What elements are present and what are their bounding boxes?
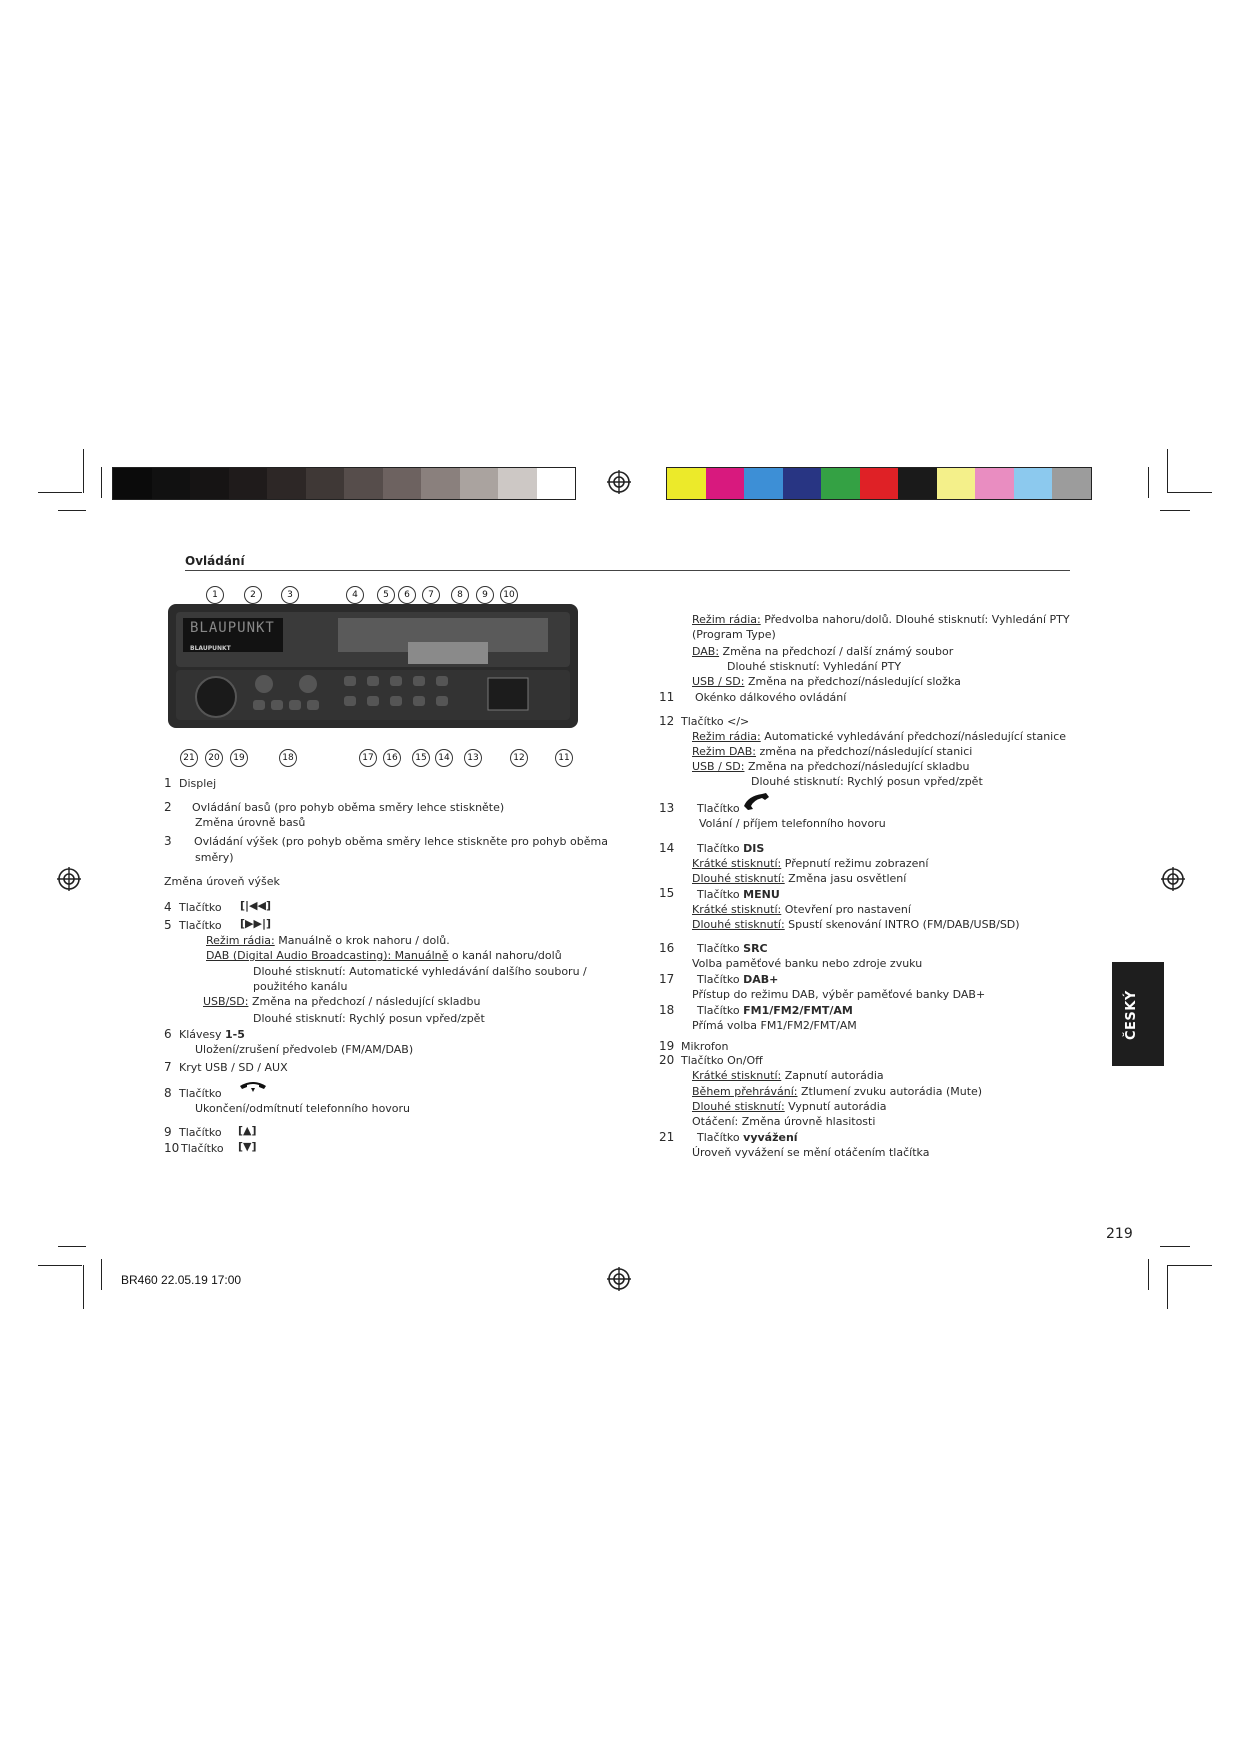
next-track-icon: [▶▶|] <box>240 917 271 930</box>
item-sub: Uložení/zrušení předvoleb (FM/AM/DAB) <box>195 1043 414 1056</box>
right-radio-line-cont: (Program Type) <box>692 628 776 641</box>
item-number: 18 <box>659 1003 675 1017</box>
item-label: Kryt USB / SD / AUX <box>179 1061 288 1074</box>
hang-up-phone-icon <box>238 1080 268 1094</box>
color-swatch <box>1014 468 1053 499</box>
crop-mark <box>101 467 102 498</box>
crop-mark <box>83 449 84 493</box>
color-swatch <box>1052 468 1091 499</box>
registration-mark-icon <box>57 867 81 891</box>
item-sub: Volba paměťové banku nebo zdroje zvuku <box>692 957 923 970</box>
item12-line1: Režim rádia: Automatické vyhledávání předchozí/následující stanice <box>692 730 1067 743</box>
item-label: Okénko dálkového ovládání <box>695 691 847 704</box>
item5-long-press-2: Dlouhé stisknutí: Rychlý posun vpřed/zpět <box>253 1012 485 1025</box>
item-label: Tlačítko DIS <box>697 842 765 855</box>
crop-mark <box>58 1246 86 1247</box>
device-display-text: BLAUPUNKT <box>190 620 275 636</box>
item-number: 14 <box>659 841 675 855</box>
callout-1: 1 <box>206 586 224 604</box>
item-label: Tlačítko <box>179 1126 222 1139</box>
color-swatch <box>860 468 899 499</box>
language-tab-label: ČESKÝ <box>1124 990 1139 1040</box>
down-arrow-icon: [▼] <box>238 1140 257 1153</box>
item20-line1: Krátké stisknutí: Zapnutí autorádia <box>692 1069 884 1082</box>
color-swatch <box>267 468 306 499</box>
item-number: 8 <box>164 1086 172 1100</box>
item20-line4: Otáčení: Změna úrovně hlasitosti <box>692 1115 876 1128</box>
color-swatch <box>190 468 229 499</box>
crop-mark <box>1160 1246 1190 1247</box>
callout-17: 17 <box>359 749 377 767</box>
item-number: 2 <box>164 800 172 814</box>
crop-mark <box>1148 1259 1149 1290</box>
color-swatch <box>537 468 576 499</box>
color-swatch <box>498 468 537 499</box>
item15-line2: Dlouhé stisknutí: Spustí skenování INTRO (FM/DAB/USB/SD) <box>692 918 1020 931</box>
item-number: 16 <box>659 941 675 955</box>
item-label: Tlačítko vyvážení <box>697 1131 798 1144</box>
callout-19: 19 <box>230 749 248 767</box>
callout-6: 6 <box>398 586 416 604</box>
item-number: 11 <box>659 690 675 704</box>
callout-7: 7 <box>422 586 440 604</box>
device-logo: BLAUPUNKT <box>190 645 231 652</box>
item-number: 3 <box>164 834 172 848</box>
crop-mark <box>1148 467 1149 498</box>
item-number: 10 <box>164 1141 180 1155</box>
item-number: 13 <box>659 801 675 815</box>
color-swatch <box>229 468 268 499</box>
item-number: 7 <box>164 1060 172 1074</box>
item5-usb-line: USB/SD: Změna na předchozí / následující skladbu <box>203 995 481 1008</box>
color-swatch <box>898 468 937 499</box>
right-usb-line: USB / SD: Změna na předchozí/následující složka <box>692 675 961 688</box>
item12-line4: Dlouhé stisknutí: Rychlý posun vpřed/zpět <box>751 775 983 788</box>
item-label: Tlačítko SRC <box>697 942 768 955</box>
item-label: Tlačítko DAB+ <box>697 973 779 986</box>
item-number: 12 <box>659 714 675 728</box>
crop-mark <box>1168 492 1212 493</box>
registration-mark-icon <box>607 470 631 494</box>
print-footer: BR460 22.05.19 17:00 <box>121 1273 242 1287</box>
item-number: 4 <box>164 900 172 914</box>
item-label: Klávesy 1-5 <box>179 1028 245 1041</box>
item-number: 1 <box>164 776 172 790</box>
item-label: Tlačítko <box>179 919 222 932</box>
registration-mark-icon <box>607 1267 631 1291</box>
callout-20: 20 <box>205 749 223 767</box>
item14-line2: Dlouhé stisknutí: Změna jasu osvětlení <box>692 872 907 885</box>
callout-12: 12 <box>510 749 528 767</box>
item-number: 5 <box>164 918 172 932</box>
crop-mark <box>1168 1265 1212 1266</box>
right-dab-long: Dlouhé stisknutí: Vyhledání PTY <box>727 660 902 673</box>
item-sub: Přímá volba FM1/FM2/FMT/AM <box>692 1019 857 1032</box>
process-color-bar <box>666 467 1092 500</box>
item20-line2: Během přehrávání: Ztlumení zvuku autorádia (Mute) <box>692 1085 983 1098</box>
color-swatch <box>667 468 706 499</box>
item-number: 17 <box>659 972 675 986</box>
right-dab-line: DAB: Změna na předchozí / další známý soubor <box>692 645 954 658</box>
crop-mark <box>1167 1265 1168 1309</box>
item-label: Ovládání výšek (pro pohyb oběma směry lehce stiskněte pro pohyb oběma <box>194 835 608 848</box>
item-sub: Úroveň vyvážení se mění otáčením tlačítka <box>692 1146 930 1159</box>
section-divider <box>185 570 1070 571</box>
callout-16: 16 <box>383 749 401 767</box>
item-number: 21 <box>659 1130 675 1144</box>
callout-18: 18 <box>279 749 297 767</box>
color-swatch <box>306 468 345 499</box>
item-sub: Změna úrovně basů <box>195 816 306 829</box>
callout-2: 2 <box>244 586 262 604</box>
item-number: 19 <box>659 1039 675 1053</box>
right-radio-line: Režim rádia: Předvolba nahoru/dolů. Dlouhé stisknutí: Vyhledání PTY <box>692 613 1070 626</box>
color-swatch <box>460 468 499 499</box>
color-swatch <box>113 468 152 499</box>
item-label: Tlačítko <box>181 1142 224 1155</box>
callout-9: 9 <box>476 586 494 604</box>
callout-11: 11 <box>555 749 573 767</box>
item-number: 15 <box>659 886 675 900</box>
item-sub: Přístup do režimu DAB, výběr paměťové banky DAB+ <box>692 988 986 1001</box>
item12-line3: USB / SD: Změna na předchozí/následující skladbu <box>692 760 970 773</box>
color-swatch <box>744 468 783 499</box>
item-number: 9 <box>164 1125 172 1139</box>
crop-mark <box>101 1259 102 1290</box>
callout-15: 15 <box>412 749 430 767</box>
grayscale-color-bar <box>112 467 576 500</box>
item-label: Tlačítko MENU <box>697 888 780 901</box>
callout-10: 10 <box>500 586 518 604</box>
callout-4: 4 <box>346 586 364 604</box>
item-label: Ovládání basů (pro pohyb oběma směry lehce stiskněte) <box>192 801 505 814</box>
item-number: 20 <box>659 1053 675 1067</box>
callout-14: 14 <box>435 749 453 767</box>
callout-5: 5 <box>377 586 395 604</box>
item5-long-press-cont: použitého kanálu <box>253 980 348 993</box>
item-label: Displej <box>179 777 217 790</box>
item-label: Mikrofon <box>681 1040 729 1053</box>
crop-mark <box>58 510 86 511</box>
item-label: Tlačítko FM1/FM2/FMT/AM <box>697 1004 853 1017</box>
item-label: Změna úroveň výšek <box>164 875 280 888</box>
item-label-cont: směry) <box>195 851 234 864</box>
item-label: Tlačítko On/Off <box>681 1054 763 1067</box>
color-swatch <box>937 468 976 499</box>
crop-mark <box>38 492 82 493</box>
item15-line1: Krátké stisknutí: Otevření pro nastavení <box>692 903 911 916</box>
item14-line1: Krátké stisknutí: Přepnutí režimu zobrazení <box>692 857 929 870</box>
item-label: Tlačítko <box>179 1087 222 1100</box>
item-label: Tlačítko <box>179 901 222 914</box>
up-arrow-icon: [▲] <box>238 1124 257 1137</box>
color-swatch <box>421 468 460 499</box>
section-title: Ovládání <box>185 554 245 568</box>
item20-line3: Dlouhé stisknutí: Vypnutí autorádia <box>692 1100 887 1113</box>
item5-long-press: Dlouhé stisknutí: Automatické vyhledávání dalšího souboru / <box>253 965 587 978</box>
crop-mark <box>1167 449 1168 493</box>
language-tab <box>1112 962 1164 1066</box>
crop-mark <box>38 1265 82 1266</box>
crop-mark <box>83 1265 84 1309</box>
item5-radio-line: Režim rádia: Manuálně o krok nahoru / dolů. <box>206 934 450 947</box>
page-number: 219 <box>1106 1226 1133 1242</box>
color-swatch <box>975 468 1014 499</box>
callout-8: 8 <box>451 586 469 604</box>
color-swatch <box>783 468 822 499</box>
item-label: Tlačítko </> <box>681 715 750 728</box>
phone-call-icon <box>742 792 772 810</box>
color-swatch <box>344 468 383 499</box>
item-label: Tlačítko <box>697 802 740 815</box>
callout-21: 21 <box>180 749 198 767</box>
item-number: 6 <box>164 1027 172 1041</box>
item-sub: Ukončení/odmítnutí telefonního hovoru <box>195 1102 411 1115</box>
color-swatch <box>821 468 860 499</box>
item12-line2: Režim DAB: změna na předchozí/následující stanici <box>692 745 973 758</box>
color-swatch <box>152 468 191 499</box>
crop-mark <box>1160 510 1190 511</box>
registration-mark-icon <box>1161 867 1185 891</box>
callout-3: 3 <box>281 586 299 604</box>
item5-dab-line: DAB (Digital Audio Broadcasting): Manuálně o kanál nahoru/dolů <box>206 949 562 962</box>
item-sub: Volání / příjem telefonního hovoru <box>699 817 886 830</box>
prev-track-icon: [|◀◀] <box>240 899 271 912</box>
color-swatch <box>706 468 745 499</box>
callout-13: 13 <box>464 749 482 767</box>
color-swatch <box>383 468 422 499</box>
